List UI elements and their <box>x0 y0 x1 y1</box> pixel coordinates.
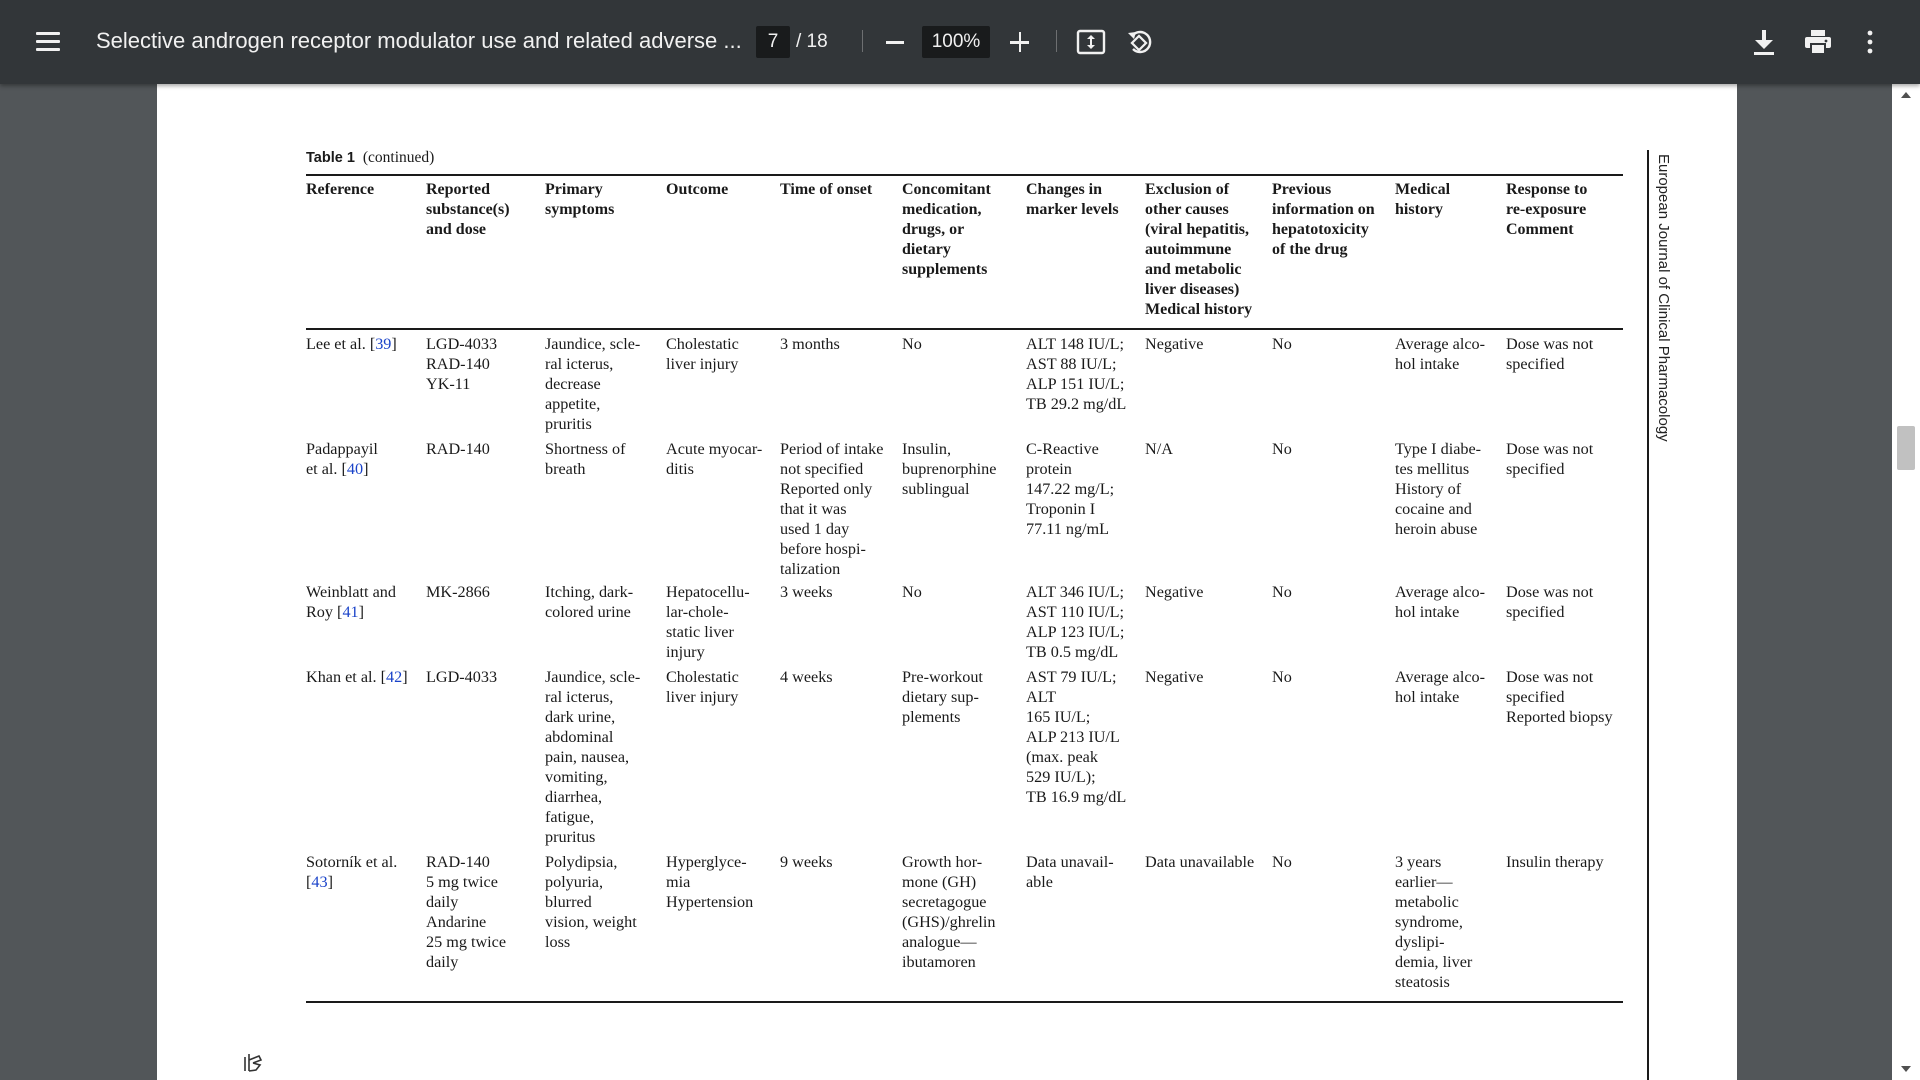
table-cell: Average alco- hol intake <box>1395 583 1486 621</box>
table-cell: Average alco- hol intake <box>1395 335 1486 373</box>
column-header: Reported substance(s) and dose <box>426 181 510 238</box>
table-cell: Data unavailable <box>1145 853 1255 871</box>
table-cell: No <box>902 335 922 353</box>
more-options-icon[interactable] <box>1864 30 1876 54</box>
table-cell: Period of intake not specified Reported only that it was used 1 day before hospi- talization <box>780 440 884 578</box>
table-cell: No <box>1272 853 1292 871</box>
table-cell: Itching, dark- colored urine <box>545 583 634 621</box>
column-header: Medical history <box>1395 181 1451 218</box>
table-cell: Negative <box>1145 335 1204 353</box>
reference-text: Khan et al. <box>306 668 377 686</box>
table-cell: Dose was not specified <box>1506 583 1594 621</box>
zoom-out-icon[interactable] <box>884 28 908 56</box>
margin-rule <box>1647 150 1649 1080</box>
table-cell: No <box>1272 440 1292 458</box>
hand-tool-icon[interactable] <box>242 1051 264 1073</box>
table-cell: Shortness of breath <box>545 440 626 478</box>
document-body <box>157 84 1737 1080</box>
table-cell: Dose was not specified <box>1506 440 1594 478</box>
table-cell: RAD-140 <box>426 440 490 458</box>
document-viewer[interactable] <box>0 84 1920 1080</box>
table-caption-label: Table 1 <box>306 150 355 166</box>
table-cell: 3 years earlier— metabolic syndrome, dyslipi- demia, liver steatosis <box>1395 853 1473 991</box>
table-cell: No <box>1272 668 1292 686</box>
table-cell: Jaundice, scle- ral icterus, dark urine, abdominal pain, nausea, vomiting, diarrhea, fatigue, pruritus <box>545 668 641 846</box>
scrollbar-thumb[interactable] <box>1897 426 1915 470</box>
reference-text: Sotorník et al. [ <box>306 853 398 891</box>
table-cell: Hyperglyce- mia Hypertension <box>666 853 754 911</box>
print-icon[interactable] <box>1804 29 1832 55</box>
pdf-page <box>157 84 1737 1080</box>
table-cell: AST 79 IU/L; ALT 165 IU/L; ALP 213 IU/L (max. peak 529 IU/L); TB 16.9 mg/dL <box>1026 668 1127 806</box>
table-top-rule <box>306 174 1623 176</box>
table-cell: Dose was not specified Reported biopsy <box>1506 668 1613 726</box>
citation-link[interactable]: 43 <box>311 873 328 891</box>
table-cell: N/A <box>1145 440 1173 458</box>
column-header: Time of onset <box>780 181 873 198</box>
table-cell: No <box>1272 583 1292 601</box>
table-cell: MK-2866 <box>426 583 490 601</box>
table-cell: 4 weeks <box>780 668 833 686</box>
table-cell: Dose was not specified <box>1506 335 1594 373</box>
table-cell: ALT 346 IU/L; AST 110 IU/L; ALP 123 IU/L; TB 0.5 mg/dL <box>1026 583 1125 661</box>
table-cell: Growth hor- mone (GH) secretagogue (GHS)/ghrelin analogue— ibutamoren <box>902 853 996 971</box>
table-cell: Insulin therapy <box>1506 853 1604 871</box>
table-cell: LGD-4033 <box>426 668 498 686</box>
menu-icon[interactable] <box>28 26 68 58</box>
table-cell: Negative <box>1145 668 1204 686</box>
page-total: / 18 <box>796 31 828 52</box>
fit-page-icon[interactable] <box>1076 28 1106 56</box>
table-cell: Cholestatic liver injury <box>666 668 739 706</box>
table-cell: RAD-140 5 mg twice daily Andarine 25 mg twice daily <box>426 853 507 971</box>
column-header: Previous information on hepatotoxicity of the drug <box>1272 181 1375 258</box>
journal-name <box>1655 154 1679 474</box>
toolbar-divider <box>862 30 863 52</box>
table-cell: Pre-workout dietary sup- plements <box>902 668 983 726</box>
table-cell-reference: Padappayil et al. [40] <box>306 440 378 478</box>
table-cell: 3 weeks <box>780 583 833 601</box>
table-cell: Cholestatic liver injury <box>666 335 739 373</box>
reference-text: Lee et al. <box>306 335 366 353</box>
table-cell: No <box>902 583 922 601</box>
table-cell-reference: Weinblatt and Roy [41] <box>306 583 396 621</box>
table-cell: Data unavail- able <box>1026 853 1114 891</box>
document-title: Selective androgen receptor modulator use and related adverse ... <box>96 28 742 53</box>
citation-link[interactable]: 41 <box>342 603 359 621</box>
table-cell-reference: Lee et al. [39] <box>306 335 397 353</box>
table-header-rule <box>306 328 1623 330</box>
column-header: Primary symptoms <box>545 181 615 218</box>
scroll-up-arrow-icon[interactable] <box>1901 92 1911 98</box>
table-cell: Type I diabe- tes mellitus History of cocaine and heroin abuse <box>1395 440 1482 538</box>
table-cell: Polydipsia, polyuria, blurred vision, weight loss <box>545 853 637 951</box>
column-header: Exclusion of other causes (viral hepatitis, autoimmune and metabolic liver diseases) Medical history <box>1145 181 1253 318</box>
citation-link[interactable]: 40 <box>346 460 364 478</box>
table-cell: ALT 148 IU/L; AST 88 IU/L; ALP 151 IU/L; TB 29.2 mg/dL <box>1026 335 1127 413</box>
page-number-input[interactable]: 7 <box>756 26 790 58</box>
citation-link[interactable]: 39 <box>375 335 392 353</box>
vertical-scrollbar[interactable] <box>1892 84 1920 1080</box>
citation-link[interactable]: 42 <box>386 668 403 686</box>
table-cell: Insulin, buprenorphine sublingual <box>902 440 997 498</box>
zoom-level-input[interactable]: 100% <box>922 26 990 58</box>
column-header: Reference <box>306 181 375 198</box>
table-cell: Hepatocellu- lar-chole- static liver injury <box>666 583 750 661</box>
column-header: Concomitant medication, drugs, or dietary supplements <box>902 181 991 278</box>
table-cell: Average alco- hol intake <box>1395 668 1486 706</box>
table-cell-reference: Sotorník et al. [43] <box>306 853 398 891</box>
table-cell: Jaundice, scle- ral icterus, decrease appetite, pruritis <box>545 335 641 433</box>
pdf-toolbar <box>0 0 1920 84</box>
table-cell: C-Reactive protein 147.22 mg/L; Troponin I 77.11 ng/mL <box>1026 440 1115 538</box>
table-cell: LGD-4033 RAD-140 YK-11 <box>426 335 498 393</box>
column-header: Changes in marker levels <box>1026 181 1119 218</box>
zoom-in-icon[interactable] <box>1008 28 1032 56</box>
table-caption <box>306 148 434 168</box>
column-header: Outcome <box>666 181 729 198</box>
reference-text: Weinblatt and Roy <box>306 583 396 621</box>
reference-text: Padappayil et al. <box>306 440 378 478</box>
download-icon[interactable] <box>1752 28 1776 56</box>
table-caption-text: (continued) <box>362 149 435 166</box>
table-cell-reference: Khan et al. [42] <box>306 668 408 686</box>
column-header: Response to re-exposure Comment <box>1506 181 1588 238</box>
rotate-icon[interactable] <box>1124 26 1156 58</box>
scroll-down-arrow-icon[interactable] <box>1901 1066 1911 1072</box>
table-cell: Acute myocar- ditis <box>666 440 763 478</box>
table-cell: 3 months <box>780 335 840 353</box>
journal-name-text: European Journal of Clinical Pharmacology <box>1655 154 1672 442</box>
toolbar-divider <box>1056 30 1057 52</box>
table-cell: No <box>1272 335 1292 353</box>
table-bottom-rule <box>306 1001 1623 1003</box>
table-cell: 9 weeks <box>780 853 833 871</box>
table-cell: Negative <box>1145 583 1204 601</box>
